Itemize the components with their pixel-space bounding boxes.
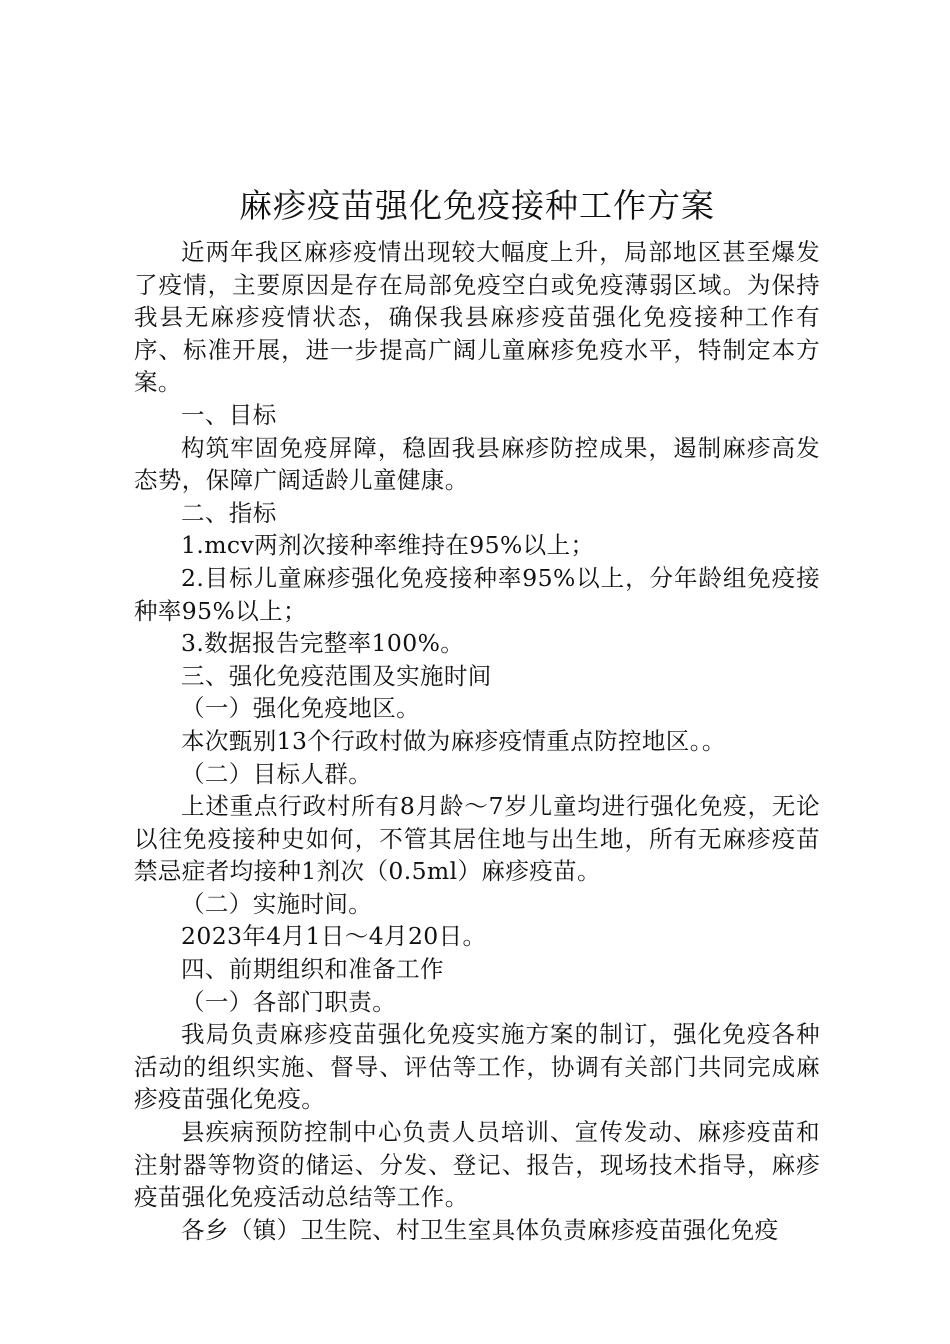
clinic-duty-paragraph: 各乡（镇）卫生院、村卫生室具体负责麻疹疫苗强化免疫 [181, 1215, 779, 1244]
bureau-duty-paragraph: 我局负责麻疹疫苗强化免疫实施方案的制订，强化免疫各种活动的组织实施、督导、评估等工作，协调有关部门共同完成麻疹疫苗强化免疫。 [134, 1020, 820, 1114]
indicator-item-3: 3.数据报告完整率100%。 [181, 629, 465, 658]
indicator-item-2: 2.目标儿童麻疹强化免疫接种率95%以上，分年龄组免疫接种率95%以上； [134, 563, 820, 625]
cdc-duty-paragraph: 县疾病预防控制中心负责人员培训、宣传发动、麻疹疫苗和注射器等物资的储运、分发、登记、报告，现场技术指导，麻疹疫苗强化免疫活动总结等工作。 [134, 1118, 820, 1212]
section-heading-scope: 三、强化免疫范围及实施时间 [181, 661, 492, 690]
goal-paragraph: 构筑牢固免疫屏障，稳固我县麻疹防控成果，遏制麻疹高发态势，保障广阔适龄儿童健康。 [134, 433, 820, 495]
subheading-schedule: （二）实施时间。 [181, 889, 373, 918]
document-body [134, 236, 820, 1246]
section-heading-indicators: 二、指标 [181, 498, 277, 527]
section-heading-preparation: 四、前期组织和准备工作 [181, 955, 444, 984]
intro-paragraph: 近两年我区麻疹疫情出现较大幅度上升，局部地区甚至爆发了疫情，主要原因是存在局部免疫空白或免疫薄弱区域。为保持我县无麻疹疫情状态，确保我县麻疹疫苗强化免疫接种工作有序、标准开展，进一步提高广阔儿童麻疹免疫水平，特制定本方案。 [134, 238, 820, 397]
target-population-paragraph: 上述重点行政村所有8月龄～7岁儿童均进行强化免疫，无论以往免疫接种史如何，不管其居住地与出生地，所有无麻疹疫苗禁忌症者均接种1剂次（0.5ml）麻疹疫苗。 [134, 792, 820, 886]
document-page [134, 180, 820, 1246]
document-title: 麻疹疫苗强化免疫接种工作方案 [239, 186, 715, 225]
section-heading-goal: 一、目标 [181, 400, 277, 429]
subheading-responsibilities: （一）各部门职责。 [181, 987, 397, 1016]
subheading-area: （一）强化免疫地区。 [181, 694, 420, 723]
indicator-item-1: 1.mcv两剂次接种率维持在95%以上； [181, 531, 595, 560]
subheading-target-population: （二）目标人群。 [181, 759, 373, 788]
schedule-paragraph: 2023年4月1日～4月20日。 [181, 922, 487, 951]
area-paragraph: 本次甄别13个行政村做为麻疹疫情重点防控地区。。 [181, 726, 726, 755]
